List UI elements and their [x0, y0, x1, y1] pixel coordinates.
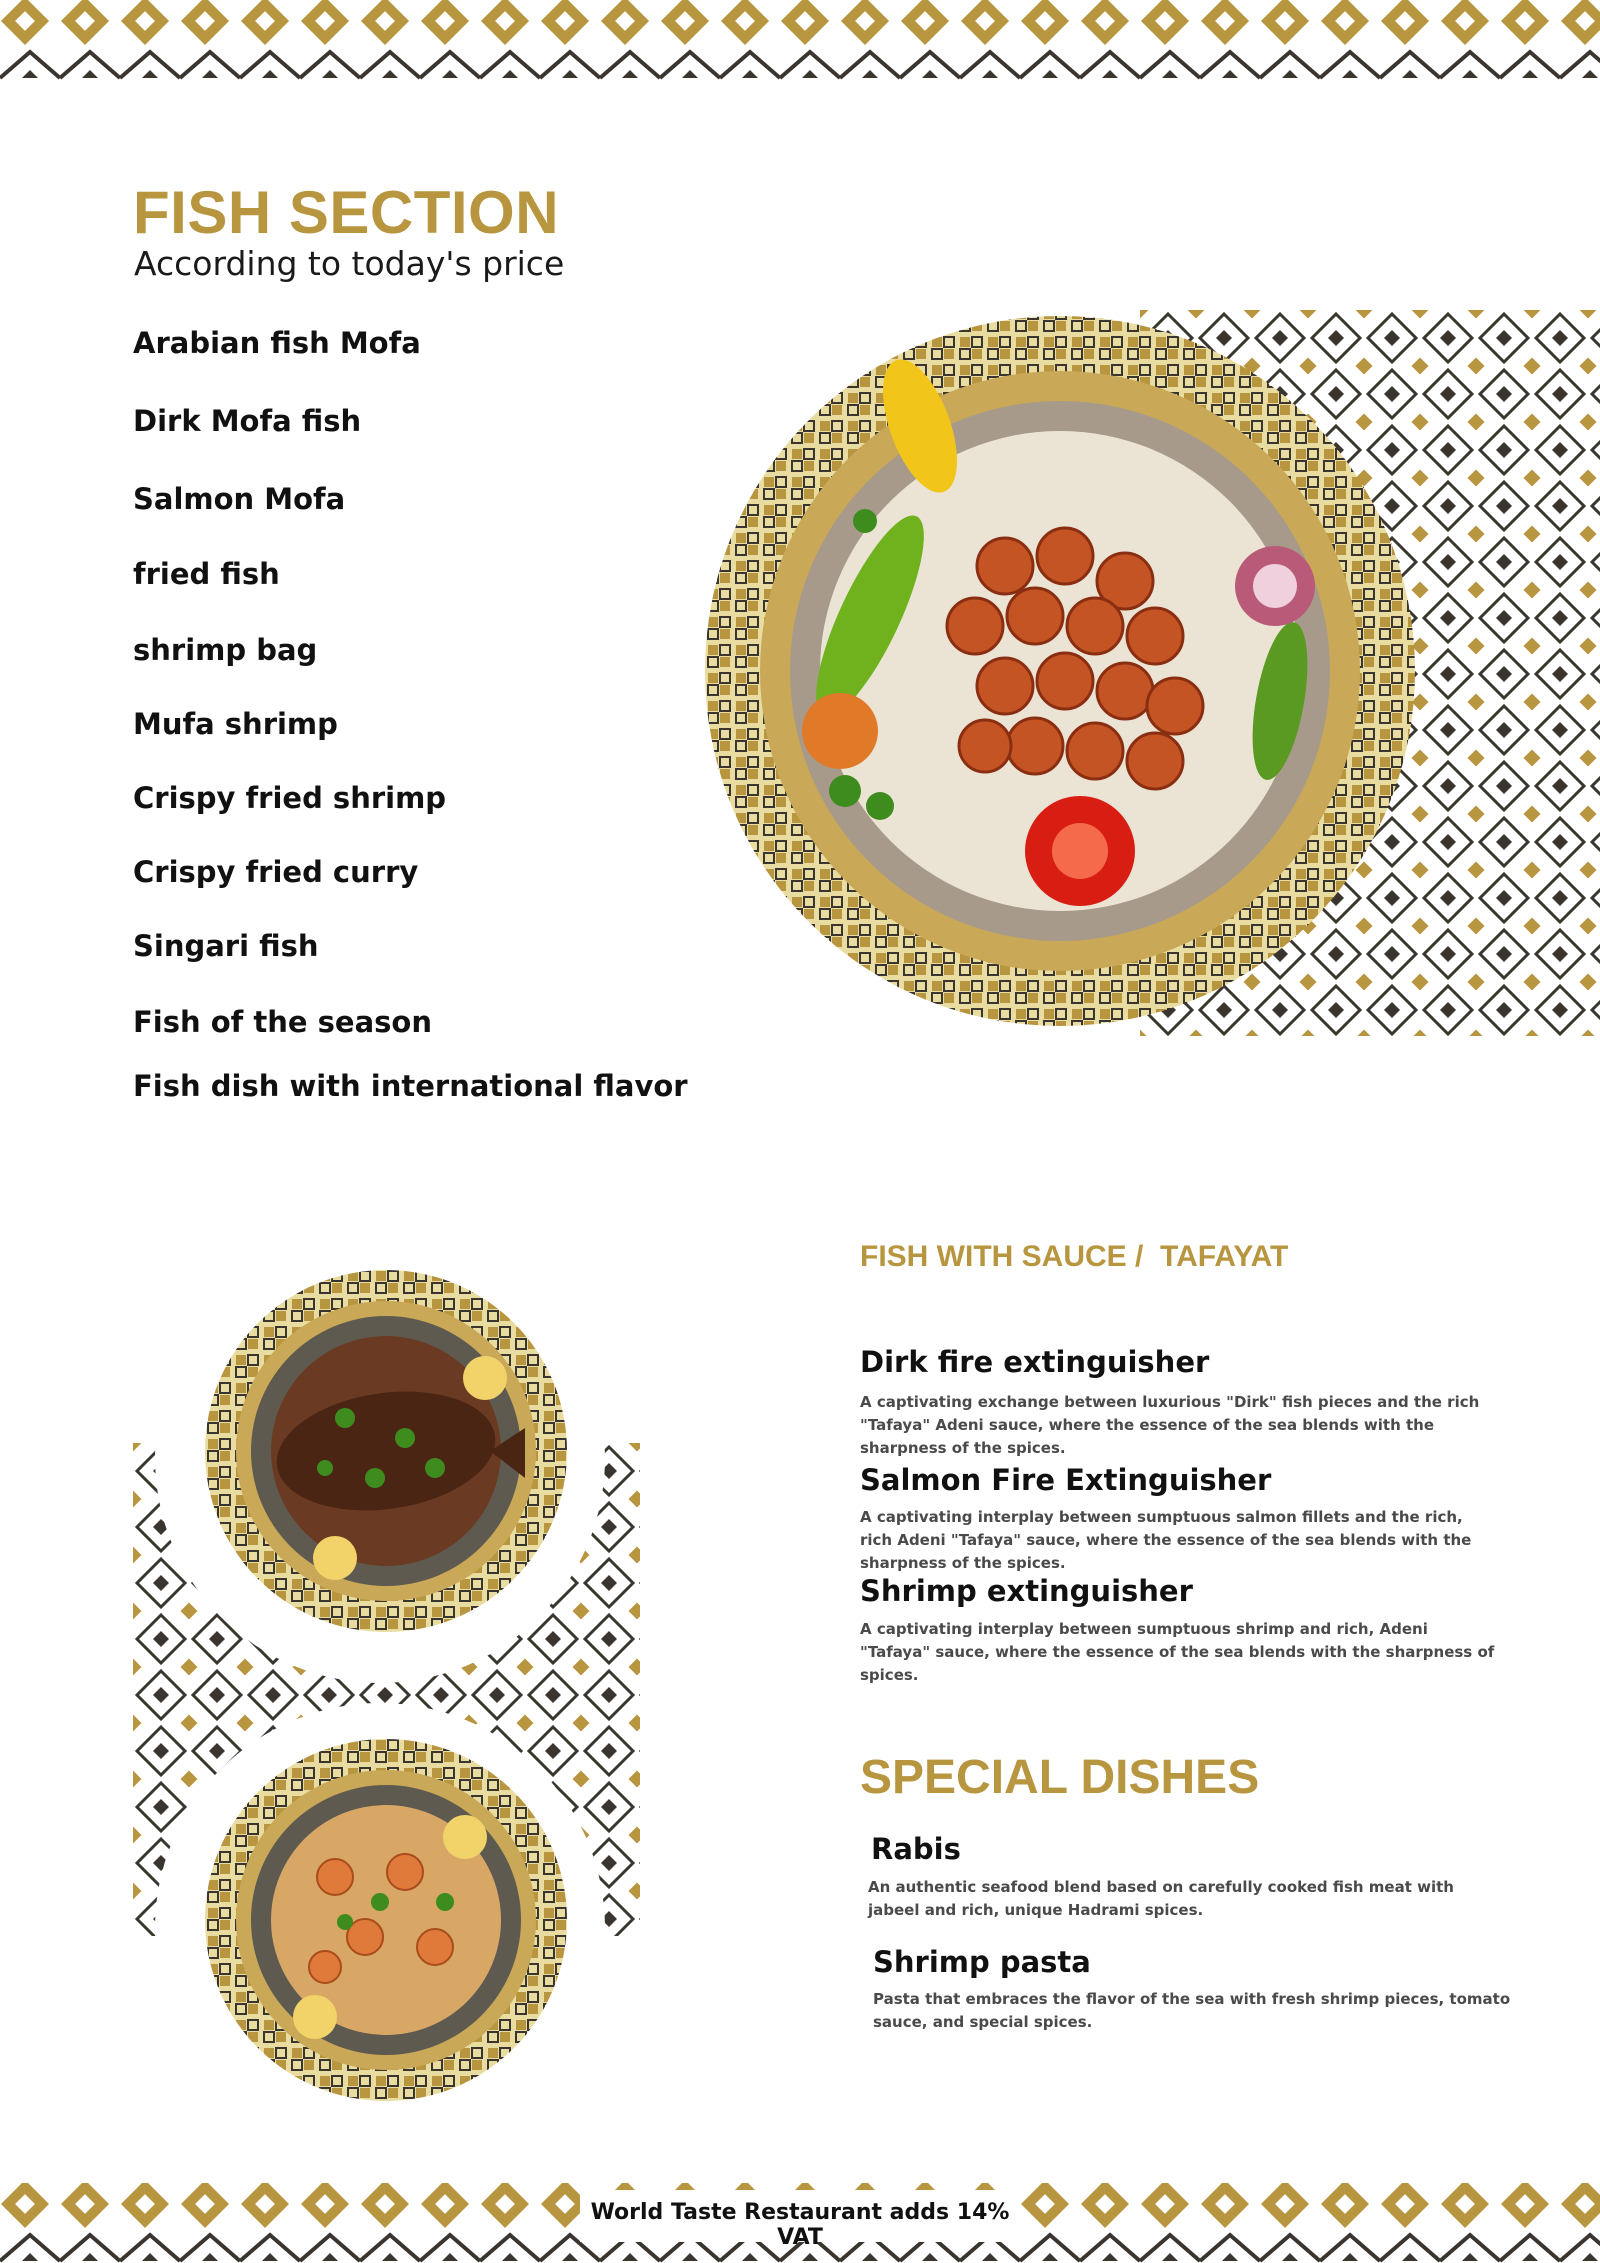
fish-item: Singari fish — [133, 929, 319, 963]
fish-item: Mufa shrimp — [133, 707, 338, 741]
fish-section-subtitle: According to today's price — [134, 244, 565, 283]
fish-item: Dirk Mofa fish — [133, 404, 362, 438]
special-dishes-title: SPECIAL DISHES — [860, 1751, 1260, 1804]
vat-note: World Taste Restaurant adds 14% VAT — [590, 2200, 1010, 2250]
grilled-fish-plate-image — [205, 1268, 567, 1634]
special-dish-description: Pasta that embraces the flavor of the sea with fresh shrimp pieces, tomato sauce, and special spices. — [873, 1990, 1511, 2031]
fish-item: Crispy fried curry — [133, 855, 419, 889]
special-dish-description: An authentic seafood blend based on carefully cooked fish meat with jabeel and rich, unique Hadrami spices. — [868, 1878, 1454, 1919]
sauce-dish-name: Dirk fire extinguisher — [860, 1345, 1210, 1379]
shrimp-pasta-plate-image — [205, 1737, 567, 2103]
sauce-section-title: FISH WITH SAUCE / TAFAYAT — [860, 1240, 1289, 1273]
fish-section-title: FISH SECTION — [133, 179, 560, 246]
sauce-dish-description: A captivating interplay between sumptuous shrimp and rich, Adeni "Tafaya" sauce, where the essence of the sea blends with the sharpness of spices. — [860, 1620, 1495, 1684]
fish-item: shrimp bag — [133, 633, 318, 667]
sauce-dish-description: A captivating exchange between luxurious "Dirk" fish pieces and the rich "Tafaya" Adeni sauce, where the essence of the sea blends with the sharpness of the spices. — [860, 1393, 1480, 1457]
shrimp-platter-image — [705, 306, 1415, 1036]
fish-item: Fish dish with international flavor — [133, 1069, 688, 1103]
fish-item: fried fish — [133, 557, 280, 591]
fish-item: Arabian fish Mofa — [133, 326, 421, 360]
special-dish-name: Rabis — [871, 1832, 961, 1866]
fish-item: Crispy fried shrimp — [133, 781, 447, 815]
sauce-dish-name: Shrimp extinguisher — [860, 1574, 1193, 1608]
top-pattern-band — [0, 0, 1600, 80]
sauce-dish-name: Salmon Fire Extinguisher — [860, 1463, 1272, 1497]
special-dish-name: Shrimp pasta — [873, 1945, 1091, 1979]
fish-item: Salmon Mofa — [133, 482, 346, 516]
sauce-dish-description: A captivating interplay between sumptuous salmon fillets and the rich, rich Adeni "Tafaya" sauce, where the essence of the sea blends with the sharpness of the spices. — [860, 1508, 1472, 1572]
fish-item: Fish of the season — [133, 1005, 432, 1039]
